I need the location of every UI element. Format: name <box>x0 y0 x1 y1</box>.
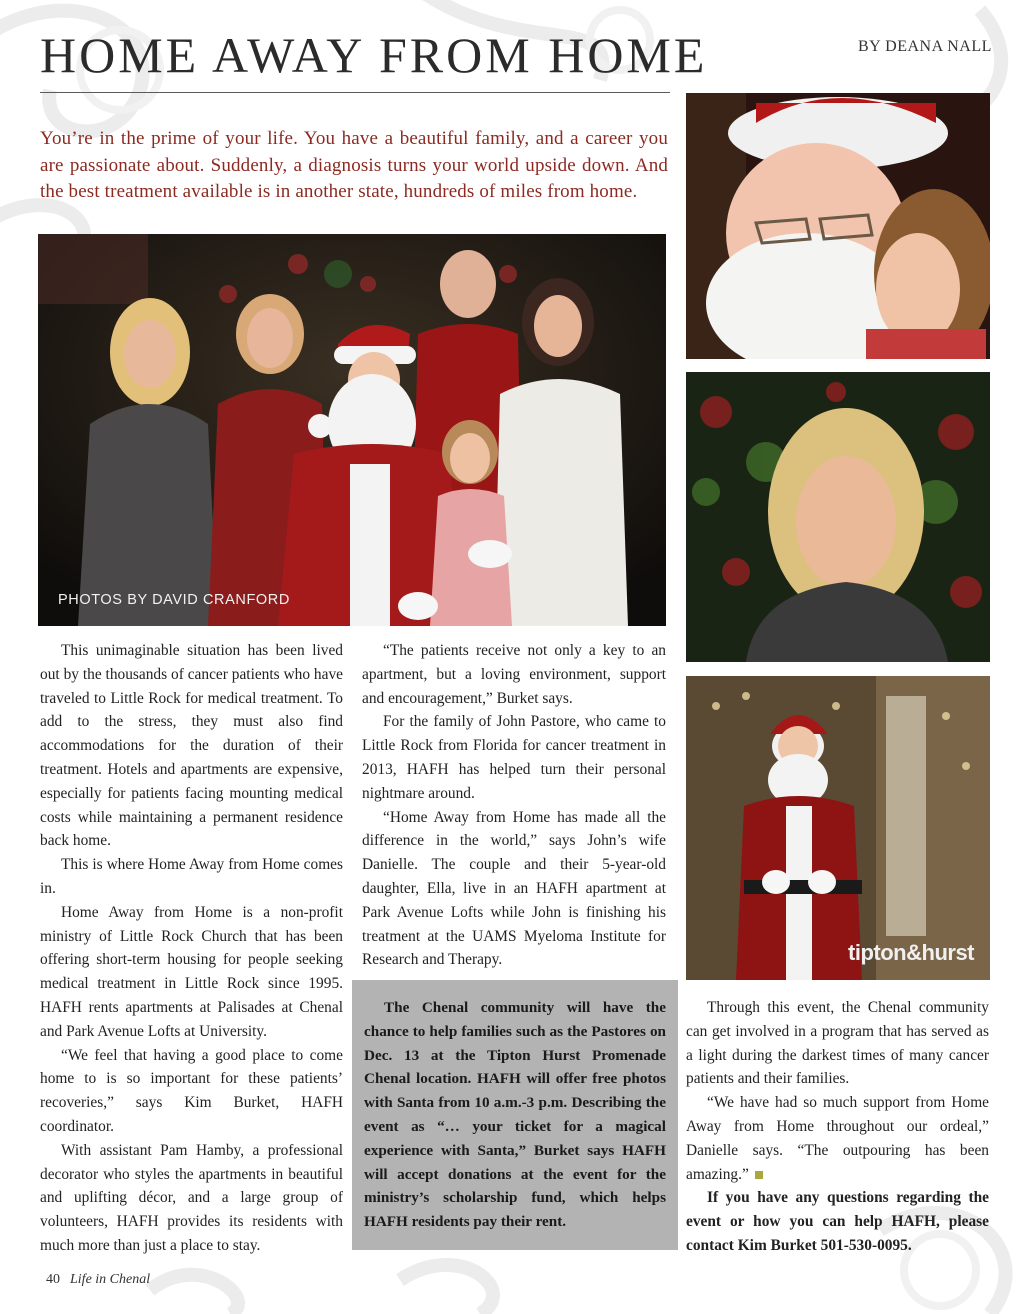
right-paragraph-2-text: “We have had so much support from Home Away from Home throughout our ordeal,” Danielle says. “The outpouring has been amazing.” <box>686 1094 989 1183</box>
article-title: HOME AWAY FROM HOME <box>40 27 708 83</box>
store-logo: tipton&hurst <box>848 940 974 965</box>
left-paragraph-1: This unimaginable situation has been lived out by the thousands of cancer patients who have traveled to Little Rock for medical treatment. To add to the stress, they must also find accommodations for the duration of their treatment. Hotels and apartments are expensive, especially for patients facing mounting medical costs while maintaining a permanent residence back home. <box>40 642 343 850</box>
title-divider <box>40 92 670 93</box>
right-paragraph-1: Through this event, the Chenal community can get involved in a program that has served as a light during the darkest times of many cancer patients and their families. <box>686 999 989 1088</box>
publication-name: Life in Chenal <box>70 1272 151 1287</box>
page-footer <box>46 1272 150 1288</box>
byline: BY DEANA NALL <box>858 38 992 55</box>
contact-info: If you have any questions regarding the event or how you can help HAFH, please contact Kim Burket 501-530-0095. <box>686 1189 989 1254</box>
left-paragraph-5: With assistant Pam Hamby, a professional decorator who styles the apartments in beautiful and uplifting décor, and a large group of volunteers, HAFH provides its residents with much more than just a place to stay. <box>40 1141 343 1254</box>
santa-store-illustration <box>686 676 990 980</box>
page-number: 40 <box>46 1272 60 1287</box>
right-paragraph-2 <box>686 1091 989 1186</box>
santa-closeup-photo <box>686 93 990 359</box>
photo-credit: PHOTOS BY DAVID CRANFORD <box>58 592 290 608</box>
intro-paragraph: You’re in the prime of your life. You have a beautiful family, and a career you are passionate about. Suddenly, a diagnosis turns your world upside down. And the best treatment available is in another state, hundreds of miles from home. <box>40 128 668 202</box>
left-paragraph-3: Home Away from Home is a non-profit ministry of Little Rock Church that has been offering short-term housing for people seeking medical treatment in Little Rock since 1995. HAFH rents apartments at Palisades at Chenal and Park Avenue Lofts at University. <box>40 903 343 1040</box>
woman-portrait-illustration <box>686 372 990 662</box>
event-callout-text: The Chenal community will have the chance to help families such as the Pastores on Dec. 13 at the Tipton Hurst Promenade Chenal location. HAFH will offer free photos with Santa from 10 a.m.-3 p.m. Describing the event as “… your ticket for a magical experience with Santa,” Burket says HAFH will accept donations at the event for the ministry’s scholarship fund, which helps HAFH residents pay their rent. <box>364 999 666 1231</box>
column-left <box>40 639 343 1258</box>
event-callout-box <box>352 980 678 1250</box>
middle-paragraph-3: “Home Away from Home has made all the difference in the world,” says John’s wife Danielle. The couple and their 5-year-old daughter, Ella, live in an HAFH apartment at Park Avenue Lofts while John is finishing his treatment at the UAMS Myeloma Institute for Research and Therapy. <box>362 808 666 969</box>
middle-paragraph-1: “The patients receive not only a key to an apartment, but a loving environment, support and encouragement,” Burket says. <box>362 642 666 707</box>
end-of-article-mark <box>755 1171 763 1179</box>
column-right <box>686 996 989 1258</box>
left-paragraph-2: This is where Home Away from Home comes in. <box>40 856 343 897</box>
santa-closeup-illustration <box>686 93 990 359</box>
column-middle <box>362 639 666 972</box>
middle-paragraph-2: For the family of John Pastore, who came to Little Rock from Florida for cancer treatment in 2013, HAFH has helped turn their personal nightmare around. <box>362 713 666 802</box>
group-photo-illustration <box>38 234 666 626</box>
left-paragraph-4: “We feel that having a good place to come home to is so important for these patients’ recoveries,” says Kim Burket, HAFH coordinator. <box>40 1046 343 1135</box>
group-photo <box>38 234 666 626</box>
santa-store-photo <box>686 676 990 980</box>
woman-portrait-photo <box>686 372 990 662</box>
